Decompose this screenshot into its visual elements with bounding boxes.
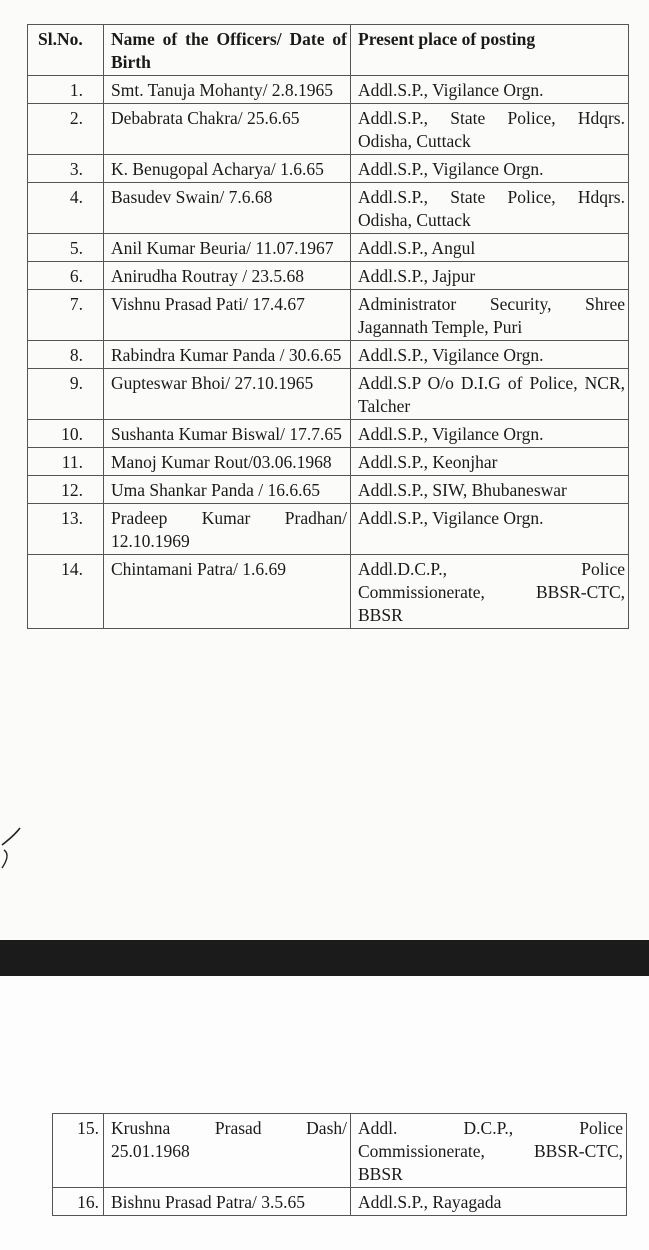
table-row bbox=[28, 262, 629, 290]
table-row bbox=[28, 504, 629, 555]
officer-name-cell: Bishnu Prasad Patra/ 3.5.65 bbox=[104, 1188, 351, 1216]
sl-cell: 7. bbox=[28, 290, 104, 341]
officers-table-continued-body bbox=[53, 1114, 627, 1216]
sl-cell: 6. bbox=[28, 262, 104, 290]
sl-cell: 9. bbox=[28, 369, 104, 420]
table-row bbox=[28, 76, 629, 104]
sl-cell: 10. bbox=[28, 420, 104, 448]
header-posting: Present place of posting bbox=[351, 25, 629, 76]
officer-name-cell: Anirudha Routray / 23.5.68 bbox=[104, 262, 351, 290]
header-officer-name: Name of the Officers/ Date of Birth bbox=[104, 25, 351, 76]
officers-table bbox=[27, 24, 629, 629]
handwritten-mark-icon bbox=[0, 810, 30, 870]
officer-name-cell: Krushna Prasad Dash/ 25.01.1968 bbox=[104, 1114, 351, 1188]
table-header-row bbox=[28, 25, 629, 76]
sl-cell: 14. bbox=[28, 555, 104, 629]
table-row bbox=[28, 290, 629, 341]
sl-cell: 13. bbox=[28, 504, 104, 555]
table-row bbox=[28, 155, 629, 183]
header-sl-no: Sl.No. bbox=[28, 25, 104, 76]
posting-cell: Addl.S.P., State Police, Hdqrs. Odisha, Cuttack bbox=[351, 104, 629, 155]
posting-cell: Addl. D.C.P., Police Commissionerate, BBSR-CTC, BBSR bbox=[351, 1114, 627, 1188]
posting-cell: Addl.S.P., SIW, Bhubaneswar bbox=[351, 476, 629, 504]
posting-cell: Addl.S.P., Jajpur bbox=[351, 262, 629, 290]
table-row bbox=[28, 234, 629, 262]
table-row bbox=[53, 1114, 627, 1188]
officers-table-continued bbox=[52, 1113, 627, 1216]
sl-cell: 3. bbox=[28, 155, 104, 183]
sl-cell: 8. bbox=[28, 341, 104, 369]
officer-name-cell: Vishnu Prasad Pati/ 17.4.67 bbox=[104, 290, 351, 341]
officer-name-cell: Smt. Tanuja Mohanty/ 2.8.1965 bbox=[104, 76, 351, 104]
posting-cell: Addl.S.P., Rayagada bbox=[351, 1188, 627, 1216]
posting-cell: Addl.S.P., State Police, Hdqrs. Odisha, Cuttack bbox=[351, 183, 629, 234]
sl-cell: 12. bbox=[28, 476, 104, 504]
officer-name-cell: K. Benugopal Acharya/ 1.6.65 bbox=[104, 155, 351, 183]
sl-cell: 11. bbox=[28, 448, 104, 476]
table-row bbox=[28, 369, 629, 420]
posting-cell: Addl.S.P., Keonjhar bbox=[351, 448, 629, 476]
officer-name-cell: Anil Kumar Beuria/ 11.07.1967 bbox=[104, 234, 351, 262]
table-row bbox=[28, 555, 629, 629]
officer-name-cell: Uma Shankar Panda / 16.6.65 bbox=[104, 476, 351, 504]
officer-name-cell: Gupteswar Bhoi/ 27.10.1965 bbox=[104, 369, 351, 420]
officer-name-cell: Basudev Swain/ 7.6.68 bbox=[104, 183, 351, 234]
posting-cell: Addl.S.P., Vigilance Orgn. bbox=[351, 341, 629, 369]
table-row bbox=[28, 476, 629, 504]
posting-cell: Addl.S.P., Angul bbox=[351, 234, 629, 262]
table-row bbox=[28, 183, 629, 234]
posting-cell: Addl.S.P., Vigilance Orgn. bbox=[351, 76, 629, 104]
sl-cell: 4. bbox=[28, 183, 104, 234]
page-separator-band bbox=[0, 940, 649, 976]
sl-cell: 1. bbox=[28, 76, 104, 104]
officer-name-cell: Manoj Kumar Rout/03.06.1968 bbox=[104, 448, 351, 476]
table-row bbox=[28, 420, 629, 448]
sl-cell: 15. bbox=[53, 1114, 104, 1188]
officer-name-cell: Debabrata Chakra/ 25.6.65 bbox=[104, 104, 351, 155]
officer-name-cell: Sushanta Kumar Biswal/ 17.7.65 bbox=[104, 420, 351, 448]
officers-table-body bbox=[28, 76, 629, 629]
sl-cell: 16. bbox=[53, 1188, 104, 1216]
posting-cell: Administrator Security, Shree Jagannath Temple, Puri bbox=[351, 290, 629, 341]
officer-name-cell: Pradeep Kumar Pradhan/ 12.10.1969 bbox=[104, 504, 351, 555]
posting-cell: Addl.S.P., Vigilance Orgn. bbox=[351, 155, 629, 183]
officer-name-cell: Rabindra Kumar Panda / 30.6.65 bbox=[104, 341, 351, 369]
table-row bbox=[28, 448, 629, 476]
posting-cell: Addl.S.P., Vigilance Orgn. bbox=[351, 420, 629, 448]
sl-cell: 5. bbox=[28, 234, 104, 262]
posting-cell: Addl.D.C.P., Police Commissionerate, BBSR-CTC, BBSR bbox=[351, 555, 629, 629]
table-row bbox=[53, 1188, 627, 1216]
posting-cell: Addl.S.P., Vigilance Orgn. bbox=[351, 504, 629, 555]
table-row bbox=[28, 341, 629, 369]
sl-cell: 2. bbox=[28, 104, 104, 155]
officer-name-cell: Chintamani Patra/ 1.6.69 bbox=[104, 555, 351, 629]
posting-cell: Addl.S.P O/o D.I.G of Police, NCR, Talcher bbox=[351, 369, 629, 420]
table-row bbox=[28, 104, 629, 155]
